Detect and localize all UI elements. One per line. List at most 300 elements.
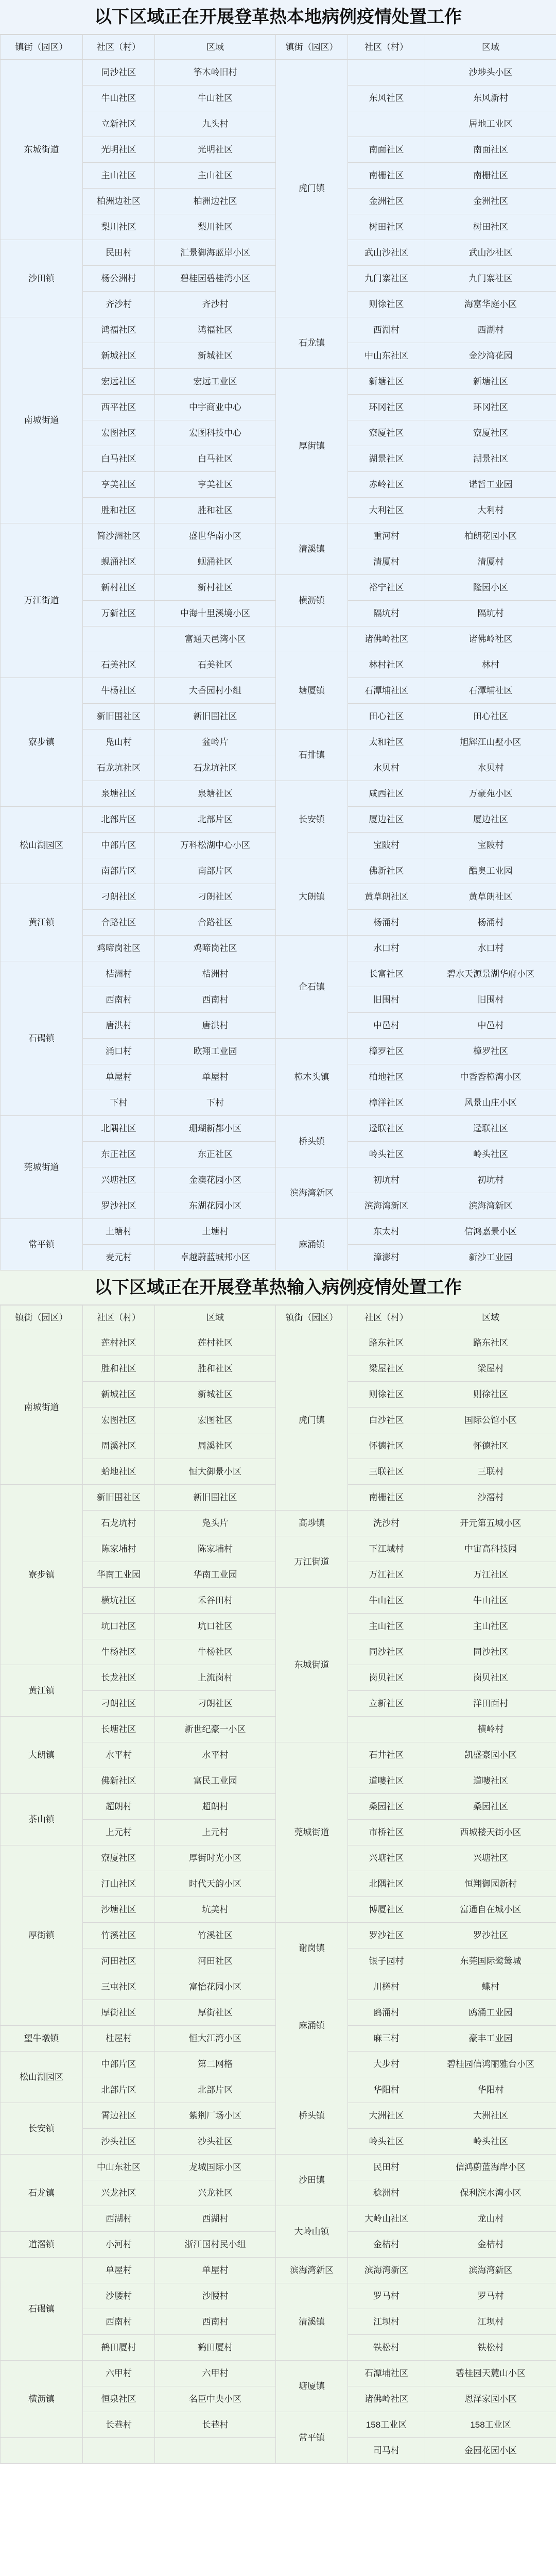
table-row xyxy=(1,317,556,343)
table-row xyxy=(1,523,556,549)
area-cell: 万科松湖中心小区 xyxy=(155,833,276,858)
header-town: 镇街（园区） xyxy=(276,1306,348,1330)
community-cell: 隔坑村 xyxy=(348,601,425,626)
area-cell: 齐沙村 xyxy=(155,292,276,317)
area-cell: 西湖村 xyxy=(155,2206,276,2232)
area-cell: 单屋村 xyxy=(155,2258,276,2283)
community-cell: 滨海湾新区 xyxy=(348,2258,425,2283)
town-cell: 厚街镇 xyxy=(276,369,348,523)
area-cell: 西城楼天街小区 xyxy=(425,1820,556,1845)
area-cell: 富通自在城小区 xyxy=(425,1897,556,1923)
area-cell: 刁朗社区 xyxy=(155,884,276,910)
community-cell: 路东社区 xyxy=(348,1330,425,1356)
area-cell: 坑美村 xyxy=(155,1897,276,1923)
area-cell: 罗马村 xyxy=(425,2283,556,2309)
community-cell: 白马社区 xyxy=(83,446,155,472)
area-cell: 金园花园小区 xyxy=(425,2438,556,2464)
table-row xyxy=(1,2155,556,2180)
area-cell: 水贝村 xyxy=(425,755,556,781)
town-cell: 高埗镇 xyxy=(276,1511,348,1536)
area-cell: 开元第五城小区 xyxy=(425,1511,556,1536)
table-header-row xyxy=(1,35,556,60)
area-cell: 沙腰村 xyxy=(155,2283,276,2309)
area-cell: 碧桂园天麓山小区 xyxy=(425,2361,556,2386)
area-cell: 南栅社区 xyxy=(425,163,556,189)
town-cell: 松山湖园区 xyxy=(1,2052,83,2103)
area-cell: 蝶村 xyxy=(425,1974,556,2000)
community-cell: 滨海湾新区 xyxy=(348,1193,425,1219)
community-cell: 铁松村 xyxy=(348,2335,425,2361)
community-cell: 河田社区 xyxy=(83,1948,155,1974)
community-cell: 石龙坑社区 xyxy=(83,755,155,781)
community-cell: 周溪社区 xyxy=(83,1433,155,1459)
area-cell: 胜和社区 xyxy=(155,498,276,523)
town-cell: 樟木头镇 xyxy=(276,1039,348,1116)
community-cell: 大洲社区 xyxy=(348,2103,425,2129)
area-cell: 柏洲边社区 xyxy=(155,189,276,214)
community-cell: 万新社区 xyxy=(83,601,155,626)
town-cell: 莞城街道 xyxy=(1,1116,83,1219)
table-row xyxy=(1,2361,556,2386)
area-cell: 海富华庭小区 xyxy=(425,292,556,317)
town-cell: 清溪镇 xyxy=(276,523,348,575)
area-cell: 梁屋村 xyxy=(425,1356,556,1382)
area-cell: 盆岭片 xyxy=(155,730,276,755)
community-cell: 唐洪村 xyxy=(83,1013,155,1039)
community-cell: 迳联社区 xyxy=(348,1116,425,1142)
area-cell: 信鸿嘉景小区 xyxy=(425,1219,556,1245)
area-cell: 岭头社区 xyxy=(425,1142,556,1167)
community-cell xyxy=(348,60,425,86)
area-cell: 中邑村 xyxy=(425,1013,556,1039)
area-cell: 东莞国际鹭鸶城 xyxy=(425,1948,556,1974)
table-header-row xyxy=(1,1306,556,1330)
community-cell: 上元村 xyxy=(83,1820,155,1845)
community-cell: 初坑村 xyxy=(348,1167,425,1193)
town-cell: 石龙镇 xyxy=(1,2155,83,2232)
town-cell: 大岭山镇 xyxy=(276,2206,348,2258)
area-cell: 单屋村 xyxy=(155,1064,276,1090)
community-cell: 刁朗社区 xyxy=(83,1691,155,1717)
community-cell: 白沙社区 xyxy=(348,1408,425,1433)
community-cell: 北部片区 xyxy=(83,807,155,833)
area-cell: 中海十里溪境小区 xyxy=(155,601,276,626)
table-row xyxy=(1,369,556,395)
community-cell: 立新社区 xyxy=(348,1691,425,1717)
community-cell: 西平社区 xyxy=(83,395,155,420)
community-cell: 新城社区 xyxy=(83,1382,155,1408)
community-cell: 赤岭社区 xyxy=(348,472,425,498)
community-cell: 林村社区 xyxy=(348,652,425,678)
area-cell: 居地工业区 xyxy=(425,111,556,137)
area-cell: 牛山社区 xyxy=(425,1588,556,1614)
area-cell: 铁松村 xyxy=(425,2335,556,2361)
community-cell: 合路社区 xyxy=(83,910,155,936)
community-cell: 东太村 xyxy=(348,1219,425,1245)
community-cell: 万江社区 xyxy=(348,1562,425,1588)
town-cell: 东城街道 xyxy=(1,60,83,240)
area-cell: 罗沙社区 xyxy=(425,1923,556,1948)
community-cell: 麻三村 xyxy=(348,2026,425,2052)
community-cell: 武山沙社区 xyxy=(348,240,425,266)
area-cell: 光明社区 xyxy=(155,137,276,163)
area-cell: 华阳村 xyxy=(425,2077,556,2103)
table-row xyxy=(1,1742,556,1768)
town-cell: 南城街道 xyxy=(1,317,83,523)
area-cell: 第二网格 xyxy=(155,2052,276,2077)
community-cell: 中山东社区 xyxy=(348,343,425,369)
community-cell: 立新社区 xyxy=(83,111,155,137)
area-cell: 环冈社区 xyxy=(425,395,556,420)
area-cell: 诸佛岭社区 xyxy=(425,626,556,652)
header-area: 区域 xyxy=(425,35,556,60)
community-cell: 东正社区 xyxy=(83,1142,155,1167)
community-cell: 牛山社区 xyxy=(83,86,155,111)
area-cell: 大洲社区 xyxy=(425,2103,556,2129)
community-cell: 博厦社区 xyxy=(348,1897,425,1923)
community-cell: 大利社区 xyxy=(348,498,425,523)
community-cell: 厚街社区 xyxy=(83,2000,155,2026)
area-cell: 富怡花园小区 xyxy=(155,1974,276,2000)
area-cell: 新城社区 xyxy=(155,1382,276,1408)
town-cell: 大朗镇 xyxy=(1,1717,83,1794)
header-area: 区域 xyxy=(425,1306,556,1330)
community-cell: 牛山社区 xyxy=(348,1588,425,1614)
area-cell: 新沙工业园 xyxy=(425,1245,556,1270)
community-cell: 诸佛岭社区 xyxy=(348,2386,425,2412)
area-cell: 浙江国村民小组 xyxy=(155,2232,276,2258)
area-cell: 大利村 xyxy=(425,498,556,523)
area-cell: 蚬涌社区 xyxy=(155,549,276,575)
community-cell: 长富社区 xyxy=(348,961,425,987)
area-cell: 汇景御海蓝岸小区 xyxy=(155,240,276,266)
community-cell: 环冈社区 xyxy=(348,395,425,420)
area-cell: 恒大御景小区 xyxy=(155,1459,276,1485)
community-cell: 岭头社区 xyxy=(348,1142,425,1167)
community-cell: 稔洲村 xyxy=(348,2180,425,2206)
town-cell: 万江街道 xyxy=(1,523,83,678)
area-cell: 风景山庄小区 xyxy=(425,1090,556,1116)
community-cell: 水口村 xyxy=(348,936,425,961)
area-cell: 酷奥工业园 xyxy=(425,858,556,884)
area-cell: 名臣中央小区 xyxy=(155,2386,276,2412)
community-cell: 北隅社区 xyxy=(348,1871,425,1897)
area-cell: 胜和社区 xyxy=(155,1356,276,1382)
area-cell: 万豪苑小区 xyxy=(425,781,556,807)
table-row xyxy=(1,1536,556,1562)
area-cell: 欧翔工业园 xyxy=(155,1039,276,1064)
community-cell: 坑口社区 xyxy=(83,1614,155,1639)
community-cell: 漳澎村 xyxy=(348,1245,425,1270)
header-town: 镇街（园区） xyxy=(1,1306,83,1330)
community-cell: 简沙洲社区 xyxy=(83,523,155,549)
area-cell: 九门寨社区 xyxy=(425,266,556,292)
community-cell: 银子园村 xyxy=(348,1948,425,1974)
imported-cases-table xyxy=(0,1305,556,2464)
area-cell: 滨海湾新区 xyxy=(425,2258,556,2283)
community-cell: 民田村 xyxy=(348,2155,425,2180)
area-cell: 兴龙社区 xyxy=(155,2180,276,2206)
area-cell: 东湖花园小区 xyxy=(155,1193,276,1219)
community-cell: 杨公洲村 xyxy=(83,266,155,292)
local-cases-section xyxy=(0,0,556,1270)
community-cell: 兴塘社区 xyxy=(348,1845,425,1871)
community-cell: 北隅社区 xyxy=(83,1116,155,1142)
community-cell: 樟罗社区 xyxy=(348,1039,425,1064)
area-cell: 龙城国际小区 xyxy=(155,2155,276,2180)
area-cell: 滨海湾新区 xyxy=(425,1193,556,1219)
area-cell: 禾谷田村 xyxy=(155,1588,276,1614)
area-cell: 沙埗头小区 xyxy=(425,60,556,86)
table-row xyxy=(1,652,556,678)
header-area: 区域 xyxy=(155,1306,276,1330)
community-cell: 诸佛岭社区 xyxy=(348,626,425,652)
town-cell: 厚街镇 xyxy=(1,1845,83,2026)
area-cell: 坑口社区 xyxy=(155,1614,276,1639)
table-row xyxy=(1,1511,556,1536)
area-cell: 牛杨社区 xyxy=(155,1639,276,1665)
area-cell: 岗贝社区 xyxy=(425,1665,556,1691)
area-cell: 大香园村小组 xyxy=(155,678,276,704)
community-cell: 长塘社区 xyxy=(83,1717,155,1742)
area-cell: 隆园小区 xyxy=(425,575,556,601)
area-cell: 合路社区 xyxy=(155,910,276,936)
area-cell: 鹤田厦村 xyxy=(155,2335,276,2361)
community-cell: 川槎村 xyxy=(348,1974,425,2000)
town-cell: 石碣镇 xyxy=(1,2258,83,2361)
header-community: 社区（村） xyxy=(83,1306,155,1330)
community-cell: 蚬涌社区 xyxy=(83,549,155,575)
community-cell: 新旧围社区 xyxy=(83,704,155,730)
town-cell: 长安镇 xyxy=(276,781,348,858)
community-cell: 寮厦社区 xyxy=(83,1845,155,1871)
table-row xyxy=(1,1219,556,1245)
area-cell: 寮厦社区 xyxy=(425,420,556,446)
area-cell: 宝陂村 xyxy=(425,833,556,858)
table-row xyxy=(1,2258,556,2283)
community-cell: 黄草朗社区 xyxy=(348,884,425,910)
area-cell: 时代天韵小区 xyxy=(155,1871,276,1897)
community-cell: 树田社区 xyxy=(348,214,425,240)
area-cell: 陈家埔村 xyxy=(155,1536,276,1562)
area-cell: 中宇商业中心 xyxy=(155,395,276,420)
area-cell: 沙滘村 xyxy=(425,1485,556,1511)
town-cell: 沙田镇 xyxy=(276,2155,348,2206)
community-cell: 牛杨社区 xyxy=(83,1639,155,1665)
area-cell: 富通天邑湾小区 xyxy=(155,626,276,652)
area-cell: 新旧围社区 xyxy=(155,1485,276,1511)
table-row xyxy=(1,1588,556,1614)
town-cell: 茶山镇 xyxy=(1,1794,83,1845)
area-cell: 恒翔御园新村 xyxy=(425,1871,556,1897)
area-cell: 亨美社区 xyxy=(155,472,276,498)
area-cell: 九头村 xyxy=(155,111,276,137)
area-cell: 洋田面村 xyxy=(425,1691,556,1717)
town-cell: 虎门镇 xyxy=(276,60,348,317)
header-community: 社区（村） xyxy=(348,35,425,60)
empty-cell xyxy=(83,2438,155,2464)
community-cell: 长巷村 xyxy=(83,2412,155,2438)
area-cell: 梨川社区 xyxy=(155,214,276,240)
community-cell: 同沙社区 xyxy=(348,1639,425,1665)
community-cell: 江坝村 xyxy=(348,2309,425,2335)
community-cell: 岗贝社区 xyxy=(348,1665,425,1691)
area-cell: 岭头社区 xyxy=(425,2129,556,2155)
area-cell: 鸥涌工业园 xyxy=(425,2000,556,2026)
area-cell: 旧围村 xyxy=(425,987,556,1013)
community-cell: 鸥涌村 xyxy=(348,2000,425,2026)
area-cell: 田心社区 xyxy=(425,704,556,730)
area-cell: 凫头片 xyxy=(155,1511,276,1536)
community-cell: 桑园社区 xyxy=(348,1794,425,1820)
area-cell: 同沙社区 xyxy=(425,1639,556,1665)
area-cell: 石龙坑社区 xyxy=(155,755,276,781)
area-cell: 路东社区 xyxy=(425,1330,556,1356)
community-cell: 六甲村 xyxy=(83,2361,155,2386)
community-cell: 光明社区 xyxy=(83,137,155,163)
community-cell: 佛新社区 xyxy=(83,1768,155,1794)
town-cell: 石龙镇 xyxy=(276,317,348,369)
community-cell: 大岭山社区 xyxy=(348,2206,425,2232)
community-cell: 金洲社区 xyxy=(348,189,425,214)
area-cell: 鸿福社区 xyxy=(155,317,276,343)
community-cell: 横坑社区 xyxy=(83,1588,155,1614)
town-cell: 清溪镇 xyxy=(276,2283,348,2361)
area-cell: 迳联社区 xyxy=(425,1116,556,1142)
table-row xyxy=(1,2283,556,2309)
area-cell: 新世纪豪一小区 xyxy=(155,1717,276,1742)
community-cell: 齐沙村 xyxy=(83,292,155,317)
community-cell: 新村社区 xyxy=(83,575,155,601)
header-community: 社区（村） xyxy=(348,1306,425,1330)
area-cell: 则徐社区 xyxy=(425,1382,556,1408)
town-cell: 望牛墩镇 xyxy=(1,2026,83,2052)
area-cell: 金澳花园小区 xyxy=(155,1167,276,1193)
community-cell: 罗马村 xyxy=(348,2283,425,2309)
town-cell: 南城街道 xyxy=(1,1330,83,1485)
area-cell: 江坝村 xyxy=(425,2309,556,2335)
community-cell: 超朗村 xyxy=(83,1794,155,1820)
community-cell: 兴龙社区 xyxy=(83,2180,155,2206)
community-cell: 湖景社区 xyxy=(348,446,425,472)
area-cell: 新村社区 xyxy=(155,575,276,601)
town-cell: 企石镇 xyxy=(276,936,348,1039)
town-cell: 塘厦镇 xyxy=(276,2361,348,2412)
community-cell: 柏洲边社区 xyxy=(83,189,155,214)
area-cell: 中香香樟湾小区 xyxy=(425,1064,556,1090)
community-cell: 重河村 xyxy=(348,523,425,549)
community-cell: 旧围村 xyxy=(348,987,425,1013)
community-cell: 石井社区 xyxy=(348,1742,425,1768)
table-row xyxy=(1,781,556,807)
town-cell: 万江街道 xyxy=(276,1536,348,1588)
community-cell: 主山社区 xyxy=(348,1614,425,1639)
imported-cases-section xyxy=(0,1270,556,2464)
community-cell: 霄边社区 xyxy=(83,2103,155,2129)
header-town: 镇街（园区） xyxy=(1,35,83,60)
area-cell: 长巷村 xyxy=(155,2412,276,2438)
area-cell: 怀德社区 xyxy=(425,1433,556,1459)
area-cell: 唐洪村 xyxy=(155,1013,276,1039)
area-cell: 上流岗村 xyxy=(155,1665,276,1691)
town-cell: 松山湖园区 xyxy=(1,807,83,884)
area-cell: 恩泽家园小区 xyxy=(425,2386,556,2412)
area-cell: 北部片区 xyxy=(155,2077,276,2103)
area-cell: 杨涌村 xyxy=(425,910,556,936)
community-cell: 兴塘社区 xyxy=(83,1167,155,1193)
area-cell: 中宙高科技园 xyxy=(425,1536,556,1562)
community-cell xyxy=(348,1717,425,1742)
area-cell: 诺哲工业园 xyxy=(425,472,556,498)
community-cell: 新城社区 xyxy=(83,343,155,369)
area-cell: 道嘍社区 xyxy=(425,1768,556,1794)
community-cell: 胜和社区 xyxy=(83,498,155,523)
community-cell: 太和社区 xyxy=(348,730,425,755)
area-cell: 牛山社区 xyxy=(155,86,276,111)
community-cell: 主山社区 xyxy=(83,163,155,189)
area-cell: 宏远工业区 xyxy=(155,369,276,395)
area-cell: 湖景社区 xyxy=(425,446,556,472)
community-cell: 恒泉社区 xyxy=(83,2386,155,2412)
area-cell: 碧桂园信鸿丽雅台小区 xyxy=(425,2052,556,2077)
community-cell: 石潭埔社区 xyxy=(348,2361,425,2386)
area-cell: 石美社区 xyxy=(155,652,276,678)
community-cell: 三屯社区 xyxy=(83,1974,155,2000)
area-cell: 土塘村 xyxy=(155,1219,276,1245)
town-cell xyxy=(276,626,348,652)
town-cell: 常平镇 xyxy=(276,2412,348,2464)
table-row xyxy=(1,1974,556,2000)
community-cell: 下村 xyxy=(83,1090,155,1116)
community-cell: 石潭埔社区 xyxy=(348,678,425,704)
community-cell: 司马村 xyxy=(348,2438,425,2464)
area-cell: 横岭村 xyxy=(425,1717,556,1742)
area-cell: 紫荆厂场小区 xyxy=(155,2103,276,2129)
community-cell: 则徐社区 xyxy=(348,1382,425,1408)
area-cell: 东风新村 xyxy=(425,86,556,111)
community-cell: 沙头社区 xyxy=(83,2129,155,2155)
area-cell: 泉塘社区 xyxy=(155,781,276,807)
community-cell: 梁屋社区 xyxy=(348,1356,425,1382)
community-cell: 新塘社区 xyxy=(348,369,425,395)
town-cell: 莞城街道 xyxy=(276,1742,348,1923)
table-row xyxy=(1,1116,556,1142)
community-cell: 杜屋村 xyxy=(83,2026,155,2052)
area-cell: 碧桂园碧桂湾小区 xyxy=(155,266,276,292)
town-cell: 谢岗镇 xyxy=(276,1923,348,1974)
area-cell: 豪丰工业园 xyxy=(425,2026,556,2052)
area-cell: 树田社区 xyxy=(425,214,556,240)
community-cell: 樟洋社区 xyxy=(348,1090,425,1116)
area-cell: 主山社区 xyxy=(425,1614,556,1639)
community-cell: 陈家埔村 xyxy=(83,1536,155,1562)
town-cell: 石碣镇 xyxy=(1,961,83,1116)
town-cell: 石排镇 xyxy=(276,730,348,781)
header-town: 镇街（园区） xyxy=(276,35,348,60)
area-cell: 西湖村 xyxy=(425,317,556,343)
table-row xyxy=(1,936,556,961)
header-community: 社区（村） xyxy=(83,35,155,60)
community-cell: 东风社区 xyxy=(348,86,425,111)
table-row xyxy=(1,1167,556,1193)
community-cell: 涌口村 xyxy=(83,1039,155,1064)
community-cell: 岭头社区 xyxy=(348,2129,425,2155)
community-cell: 单屋村 xyxy=(83,1064,155,1090)
area-cell: 西南村 xyxy=(155,987,276,1013)
area-cell: 厚街时光小区 xyxy=(155,1845,276,1871)
area-cell: 河田社区 xyxy=(155,1948,276,1974)
community-cell: 则徐社区 xyxy=(348,292,425,317)
